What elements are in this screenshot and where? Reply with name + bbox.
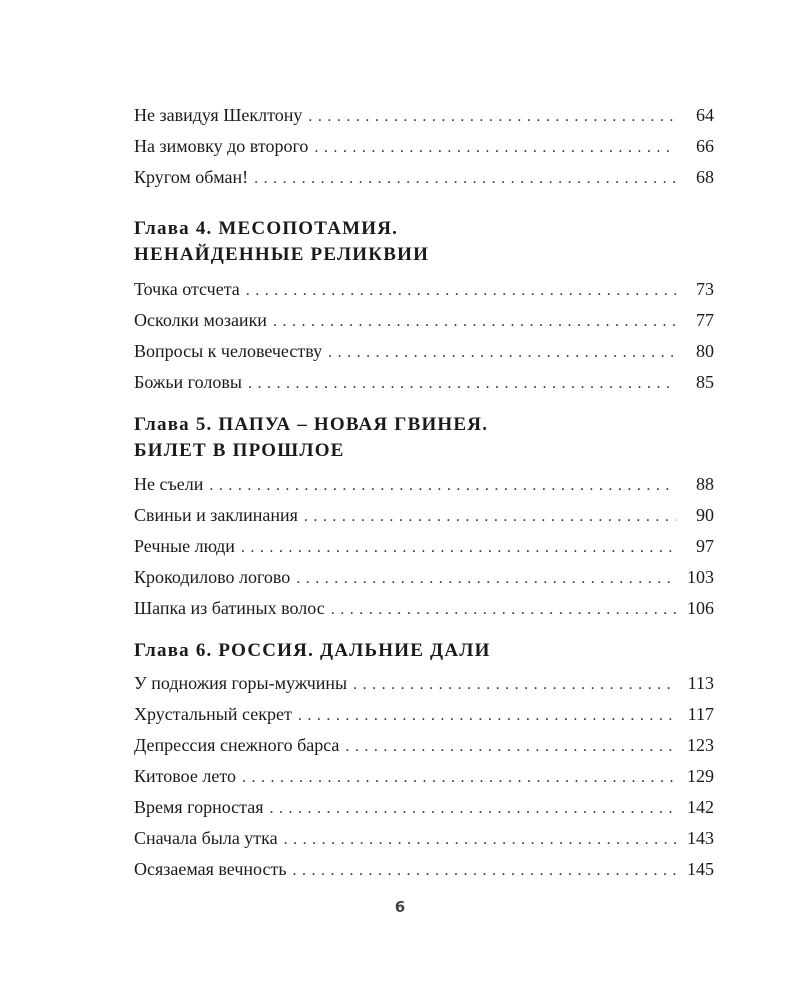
- toc-entry-page: 123: [687, 735, 714, 755]
- toc-entry-title: Время горностая: [134, 797, 264, 817]
- toc-entry: [134, 274, 714, 305]
- toc-entry-title: Китовое лето: [134, 766, 236, 786]
- chapter-heading-line: БИЛЕТ В ПРОШЛОЕ: [134, 440, 345, 461]
- toc-entry-page: 66: [696, 136, 714, 156]
- toc-entry-page: 97: [696, 536, 714, 556]
- toc-entry: [134, 823, 714, 854]
- toc-entry: [134, 668, 714, 699]
- chapter-heading: [134, 216, 714, 268]
- toc-entry: [134, 131, 714, 162]
- toc-entry: [134, 305, 714, 336]
- dot-leader: [298, 700, 676, 731]
- toc-entry-title: Точка отсчета: [134, 279, 240, 299]
- toc-entry: [134, 336, 714, 367]
- toc-entry-title: Осязаемая вечность: [134, 859, 287, 879]
- toc-entry-page: 85: [696, 372, 714, 392]
- toc-entry-page: 80: [696, 341, 714, 361]
- dot-leader: [242, 762, 676, 793]
- toc-entry: [134, 761, 714, 792]
- toc-entry: [134, 854, 714, 885]
- dot-leader: [284, 824, 676, 855]
- toc-entry: [134, 792, 714, 823]
- toc-entry-title: Вопросы к человечеству: [134, 341, 323, 361]
- dot-leader: [248, 368, 676, 399]
- page-number: 6: [394, 898, 406, 916]
- toc-entry-title: Не съели: [134, 474, 204, 494]
- toc-entry-title: Хрустальный секрет: [134, 704, 292, 724]
- toc-entry-page: 106: [687, 598, 714, 618]
- toc-entry-page: 113: [687, 673, 714, 693]
- dot-leader: [246, 275, 676, 306]
- chapter-heading-line: Глава 4. МЕСОПОТАМИЯ.: [134, 218, 399, 239]
- dot-leader: [328, 337, 676, 368]
- toc-entry: [134, 367, 714, 398]
- toc-entry-title: Сначала была утка: [134, 828, 278, 848]
- dot-leader: [296, 563, 676, 594]
- toc-entry-page: 145: [687, 859, 714, 879]
- toc-entry-page: 143: [687, 828, 714, 848]
- dot-leader: [308, 101, 676, 132]
- toc-entry: [134, 500, 714, 531]
- dot-leader: [241, 532, 676, 563]
- toc-entry-title: Божьи головы: [134, 372, 242, 392]
- toc-entry-page: 90: [696, 505, 714, 525]
- toc-entry-title: У подножия горы-мужчины: [134, 673, 348, 693]
- toc-entry-page: 117: [687, 704, 714, 724]
- toc-entry-title: Не завидуя Шеклтону: [134, 105, 303, 125]
- chapter-heading: [134, 412, 714, 464]
- toc-entry: [134, 469, 714, 500]
- dot-leader: [254, 163, 676, 194]
- toc-entry: [134, 562, 714, 593]
- toc-entry-title: Крокодилово логово: [134, 567, 291, 587]
- toc-entry-page: 68: [696, 167, 714, 187]
- dot-leader: [353, 669, 676, 700]
- chapter-heading-line: Глава 6. РОССИЯ. ДАЛЬНИЕ ДАЛИ: [134, 640, 491, 661]
- toc-entry-page: 103: [687, 567, 714, 587]
- toc-entry-title: Шапка из батиных волос: [134, 598, 325, 618]
- dot-leader: [304, 501, 676, 532]
- toc-entry: [134, 531, 714, 562]
- toc-entry: [134, 162, 714, 193]
- dot-leader: [331, 594, 676, 625]
- toc-entry: [134, 730, 714, 761]
- dot-leader: [314, 132, 676, 163]
- toc-entry-title: Кругом обман!: [134, 167, 249, 187]
- dot-leader: [345, 731, 676, 762]
- dot-leader: [209, 470, 676, 501]
- toc-entry-page: 129: [687, 766, 714, 786]
- toc-entry: [134, 593, 714, 624]
- toc-entry-page: 64: [696, 105, 714, 125]
- chapter-heading-line: Глава 5. ПАПУА – НОВАЯ ГВИНЕЯ.: [134, 414, 489, 435]
- toc-entry-page: 142: [687, 797, 714, 817]
- toc-entry-page: 88: [696, 474, 714, 494]
- dot-leader: [270, 793, 676, 824]
- toc-entry: [134, 699, 714, 730]
- chapter-heading-line: НЕНАЙДЕННЫЕ РЕЛИКВИИ: [134, 244, 430, 265]
- toc-entry-page: 77: [696, 310, 714, 330]
- toc-entry-title: Депрессия снежного барса: [134, 735, 340, 755]
- dot-leader: [273, 306, 676, 337]
- chapter-heading: [134, 638, 714, 664]
- toc-entry: [134, 100, 714, 131]
- toc-entry-title: Свиньи и заклинания: [134, 505, 298, 525]
- toc-entry-title: Речные люди: [134, 536, 235, 556]
- toc-entry-title: Осколки мозаики: [134, 310, 267, 330]
- toc-entry-page: 73: [696, 279, 714, 299]
- toc-entry-title: На зимовку до второго: [134, 136, 309, 156]
- dot-leader: [293, 855, 676, 886]
